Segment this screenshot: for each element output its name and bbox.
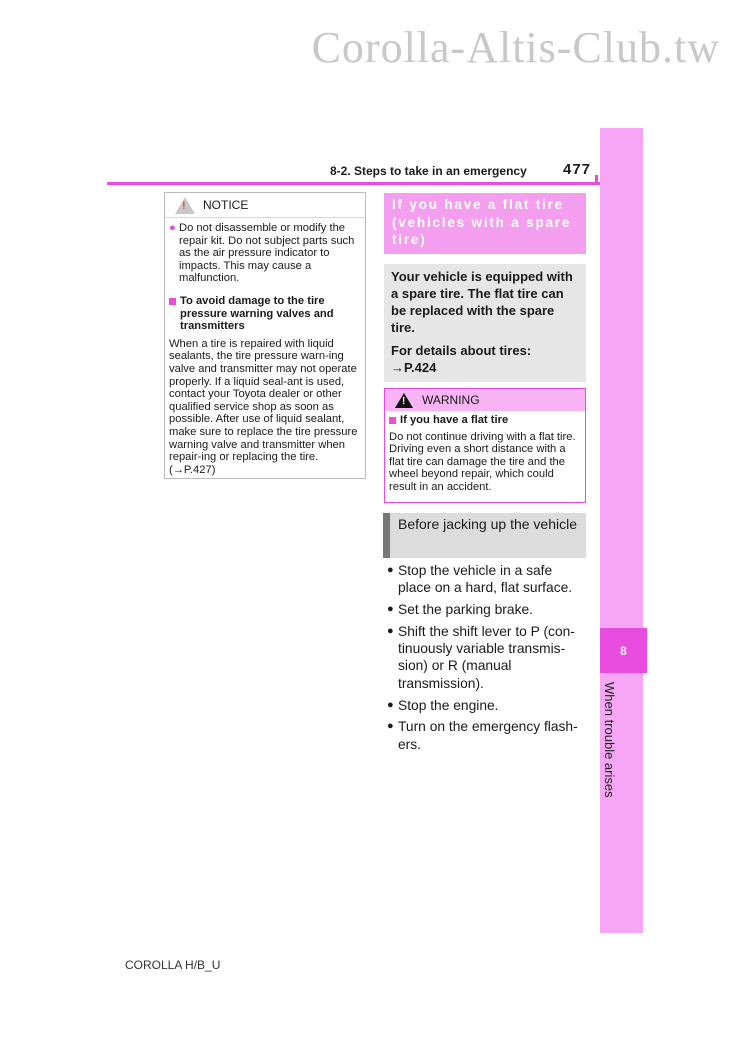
list-item	[387, 697, 587, 714]
section-header: 8-2. Steps to take in an emergency	[330, 164, 527, 178]
notice-title: NOTICE	[203, 198, 249, 212]
notice-subheading	[169, 295, 359, 333]
bullet-dot-icon: ●	[169, 222, 176, 234]
step-text: Turn on the emergency flash-ers.	[398, 719, 578, 752]
bullet-dot-icon: ●	[387, 624, 394, 637]
step-text: Stop the vehicle in a safe place on a hard, flat surface.	[398, 563, 573, 596]
header-rule-tick	[595, 175, 598, 185]
warning-box	[384, 388, 586, 503]
page-number: 477	[563, 161, 592, 178]
section-title: If you have a flat tire (vehicles with a spare tire)	[384, 193, 586, 254]
info-box	[384, 264, 586, 382]
chapter-number: 8	[600, 628, 647, 673]
notice-bullet	[169, 222, 359, 285]
square-bullet-icon	[389, 417, 396, 424]
notice-header	[165, 193, 365, 218]
list-item	[387, 601, 587, 618]
square-bullet-icon	[169, 298, 176, 305]
notice-paragraph: When a tire is repaired with liquid sealants, the tire pressure warn-ing valve and transmitter may not operate properly. If a liquid seal-ant is used, contact your Toyota dealer or other qualified service shop as soon as possible. After use of liquid sealant, make sure to replace the tire pressure warning valve and transmitter when repair-ing or replacing the tire. (→P.427)	[169, 337, 358, 476]
list-item	[387, 623, 587, 692]
notice-subheading-text: To avoid damage to the tire pressure warning valves and transmitters	[180, 294, 334, 333]
warning-title: WARNING	[422, 393, 480, 407]
warning-subheading	[389, 414, 581, 427]
bullet-dot-icon: ●	[387, 698, 394, 711]
step-text: Stop the engine.	[398, 697, 499, 713]
chapter-side-tab	[600, 128, 643, 933]
warning-subheading-text: If you have a flat tire	[400, 414, 509, 426]
notice-box	[164, 192, 366, 479]
step-text: Set the parking brake.	[398, 602, 533, 618]
header-rule	[107, 182, 600, 185]
info-page-ref: →P.424	[391, 360, 437, 375]
warning-triangle-icon: !	[395, 393, 413, 408]
info-details: For details about tires:	[391, 343, 532, 358]
caution-triangle-icon: !	[175, 197, 195, 214]
bullet-dot-icon: ●	[387, 603, 394, 616]
watermark: Corolla-Altis-Club.tw	[311, 23, 720, 72]
bullet-dot-icon: ●	[387, 564, 394, 576]
warning-header	[385, 389, 585, 411]
list-item	[387, 718, 587, 753]
info-text: Your vehicle is equipped with a spare tire. The flat tire can be replaced with the spare tire.	[391, 269, 573, 335]
chapter-label: When trouble arises	[602, 682, 617, 798]
step-text: Shift the shift lever to P (con-tinuously variable transmis-sion) or R (manual transmission).	[398, 623, 575, 691]
bullet-dot-icon: ●	[387, 720, 394, 733]
footer-code: COROLLA H/B_U	[125, 958, 221, 972]
before-jacking-heading: Before jacking up the vehicle	[383, 513, 586, 558]
warning-body: Do not continue driving with a flat tire. Driving even a short distance with a flat tire can damage the tire and the wheel beyond repair, which could result in an accident.	[389, 430, 576, 493]
notice-bullet-text: Do not disassemble or modify the repair kit. Do not subject parts such as the air pressure indicator to impacts. This may cause a malfunction.	[179, 222, 355, 285]
list-item	[387, 562, 587, 597]
jacking-steps-list	[387, 562, 587, 757]
